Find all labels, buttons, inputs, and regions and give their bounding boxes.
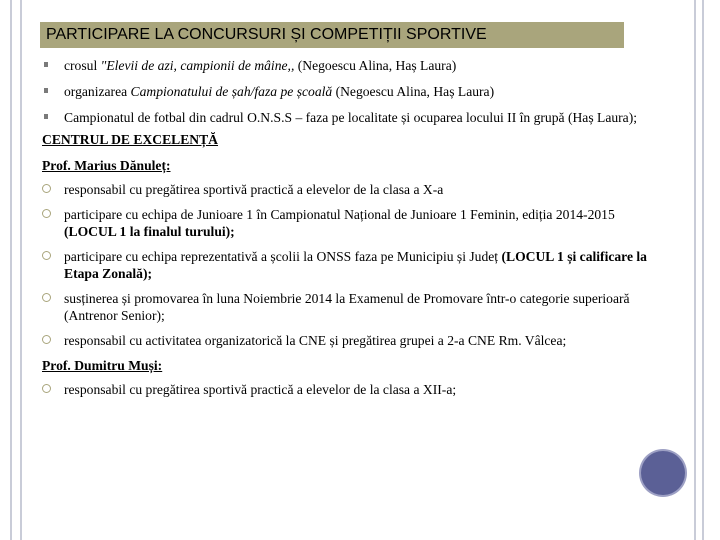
item-text: susținerea și promovarea în luna Noiembrie 2014 la Examenul de Promovare într-o categorie superioară (Antrenor Senior); [64,291,630,323]
square-bullet-icon [44,88,48,93]
item-bold-text: (LOCUL 1 la finalul turului); [64,224,235,239]
ring-bullet-icon [42,335,51,344]
ring-bullet-icon [42,384,51,393]
teacher-name: Prof. Marius Dănuleț: [42,158,171,173]
square-bullet-icon [44,114,48,119]
ring-bullet-icon [42,209,51,218]
list-item [42,57,652,74]
item-text: participare cu echipa de Junioare 1 în Campionatul Național de Junioare 1 Feminin, ediția 2014-2015 [64,207,615,222]
item-text: responsabil cu activitatea organizatorică la CNE și pregătirea grupei a 2-a CNE Rm. Vâlcea; [64,333,567,348]
item-text: participare cu echipa reprezentativă a școlii la ONSS faza pe Municipiu și Județ [64,249,502,264]
right-frame-border [694,0,704,540]
ring-bullet-icon [42,184,51,193]
teacher-name: Prof. Dumitru Muși: [42,358,163,373]
list-item [42,206,652,240]
item-text: crosul [64,58,101,73]
item-text: responsabil cu pregătirea sportivă practică a elevelor de la clasa a XII-a; [64,382,457,397]
slide-title: PARTICIPARE LA CONCURSURI ȘI COMPETIȚII SPORTIVE [40,22,624,48]
decorative-circle [641,451,685,495]
item-text: organizarea [64,84,131,99]
item-italic-text: Campionatului de șah/faza pe școală [130,84,333,99]
list-item [42,381,652,398]
item-bold-text: (LOCUL 1 și calificare la Etapa Zonală); [64,249,647,281]
list-item [42,109,652,126]
list-item [42,290,652,324]
item-text: responsabil cu pregătirea sportivă practică a elevelor de la clasa a X-a [64,182,444,197]
list-item [42,332,652,349]
left-frame-border [10,0,22,540]
list-item [42,83,652,100]
ring-bullet-icon [42,293,51,302]
item-text: (Negoescu Alina, Haș Laura) [294,58,457,73]
ring-bullet-icon [42,251,51,260]
item-italic-text: "Elevii de azi, campionii de mâine,, [100,58,295,73]
item-text: (Negoescu Alina, Haș Laura) [332,84,495,99]
list-item [42,248,652,282]
section-heading: CENTRUL DE EXCELENȚĂ [42,132,219,147]
square-bullet-icon [44,62,48,67]
list-item [42,181,652,198]
slide-content [42,57,652,406]
item-text: Campionatul de fotbal din cadrul O.N.S.S – faza pe localitate și ocuparea locului II în grupă (Haș Laura); [64,110,638,125]
